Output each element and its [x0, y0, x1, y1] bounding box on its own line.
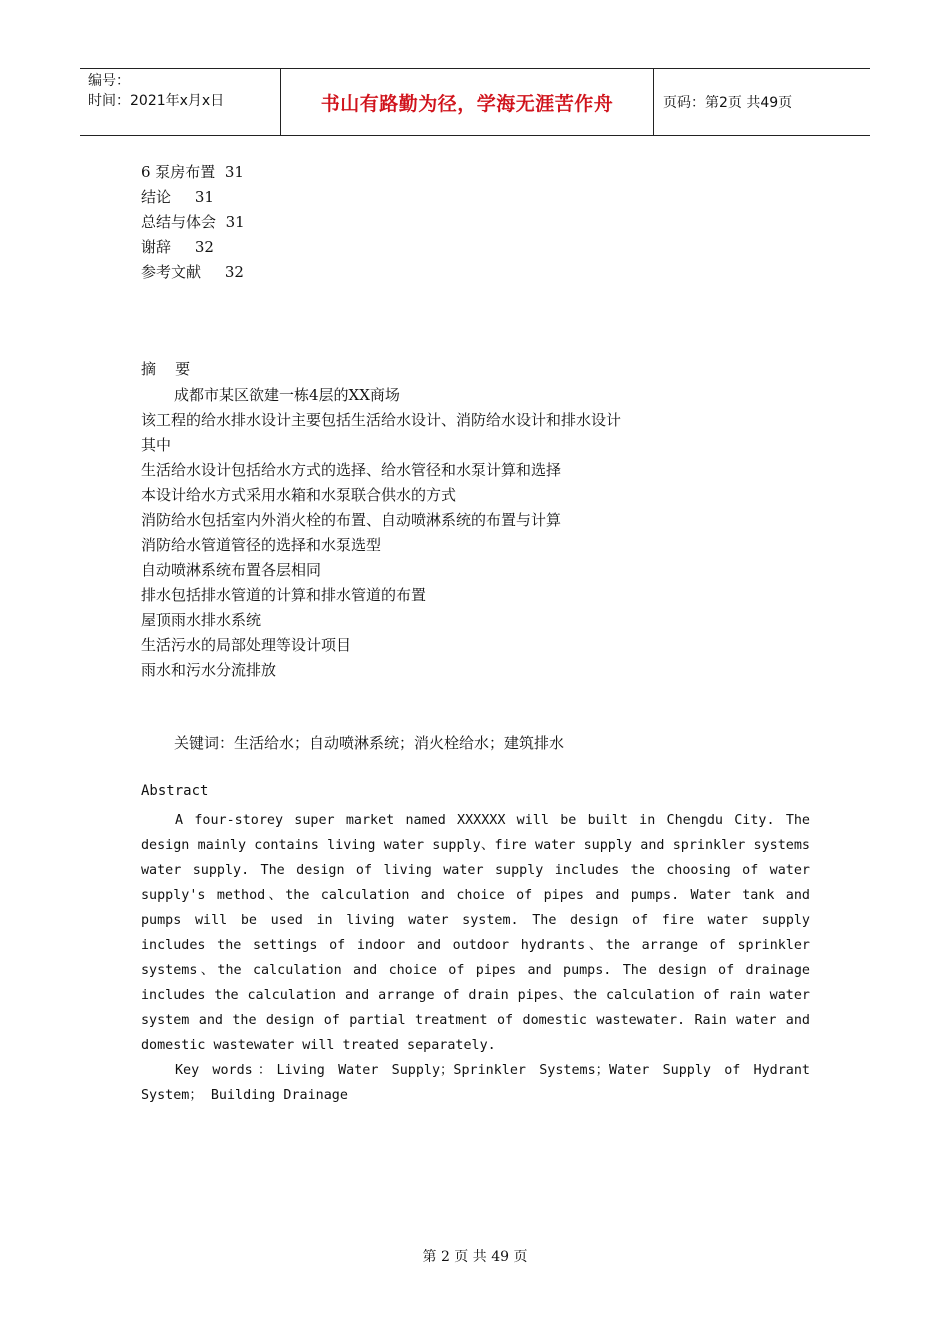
- abstract-cn-line: 生活污水的局部处理等设计项目: [141, 636, 352, 654]
- toc-page: 32: [194, 238, 214, 256]
- header-page-info: [654, 69, 870, 135]
- toc-title: 结论: [141, 188, 172, 206]
- abstract-cn-line: 消防给水管道管径的选择和水泵选型: [141, 536, 382, 554]
- toc-page: 31: [194, 188, 214, 206]
- abstract-cn-line: 该工程的给水排水设计主要包括生活给水设计、消防给水设计和排水设计: [141, 411, 622, 429]
- page-info-text: 页码：第2页 共49页: [663, 95, 793, 111]
- toc-item: [141, 260, 245, 285]
- toc-title: 总结与体会: [141, 213, 217, 231]
- abstract-cn-body: [141, 383, 821, 683]
- toc-page: 31: [225, 213, 245, 231]
- page-header: [80, 68, 870, 136]
- abstract-cn-title: 摘 要: [141, 360, 191, 378]
- toc-item: [141, 235, 245, 260]
- toc-title: 谢辞: [141, 238, 172, 256]
- abstract-cn-line: 雨水和污水分流排放: [141, 661, 277, 679]
- toc-item: [141, 185, 245, 210]
- abstract-cn-line: 成都市某区欲建一栋4层的XX商场: [174, 386, 400, 404]
- abstract-cn-line: 消防给水包括室内外消火栓的布置、自动喷淋系统的布置与计算: [141, 511, 562, 529]
- toc-item: [141, 210, 245, 235]
- abstract-cn-line: 排水包括排水管道的计算和排水管道的布置: [141, 586, 427, 604]
- abstract-en-paragraph: A four-storey super market named XXXXXX will be built in Chengdu City. The design mainly contains living water supply、fire water supply and sprinkler systems water supply. The design of living water supply includes the choosing of water supply's method、the calculation and choice of pipes and pumps. Water tank and pumps will be used in living water system. The design of fire water supply includes the settings of indoor and outdoor hydrants、the arrange of sprinkler systems、the calculation and choice of pipes and pumps. The design of drainage includes the calculation and arrange of drain pipes、the calculation of rain water system and the design of partial treatment of domestic wastewater. Rain water and domestic wastewater will treated separately.: [141, 813, 810, 1053]
- abstract-en-body: [141, 808, 810, 1108]
- header-motto: 书山有路勤为径，学海无涯苦作舟: [320, 92, 614, 115]
- toc-title: 参考文献: [141, 263, 202, 281]
- abstract-en-title: Abstract: [141, 783, 209, 799]
- abstract-cn-line: 自动喷淋系统布置各层相同: [141, 561, 322, 579]
- header-motto-cell: [281, 69, 654, 135]
- header-meta: [80, 69, 281, 135]
- toc-item: [141, 160, 245, 185]
- serial-label: 编号：: [88, 73, 130, 89]
- toc-page: 32: [224, 263, 244, 281]
- toc-page: 31: [224, 163, 244, 181]
- abstract-cn-line: 本设计给水方式采用水箱和水泵联合供水的方式: [141, 486, 457, 504]
- abstract-cn-line: 其中: [141, 436, 172, 454]
- page-footer: 第 2 页 共 49 页: [422, 1249, 528, 1265]
- keywords-cn: 关键词：生活给水；自动喷淋系统；消火栓给水；建筑排水: [174, 734, 565, 752]
- date-label: 时间：2021年x月x日: [88, 93, 225, 109]
- abstract-cn-line: 生活给水设计包括给水方式的选择、给水管径和水泵计算和选择: [141, 461, 562, 479]
- table-of-contents: [141, 160, 245, 285]
- abstract-cn-line: 屋顶雨水排水系统: [141, 611, 262, 629]
- keywords-en: Key words：Living Water Supply；Sprinkler Systems；Water Supply of Hydrant System； Building Drainage: [141, 1063, 810, 1103]
- toc-title: 6 泵房布置: [141, 163, 216, 181]
